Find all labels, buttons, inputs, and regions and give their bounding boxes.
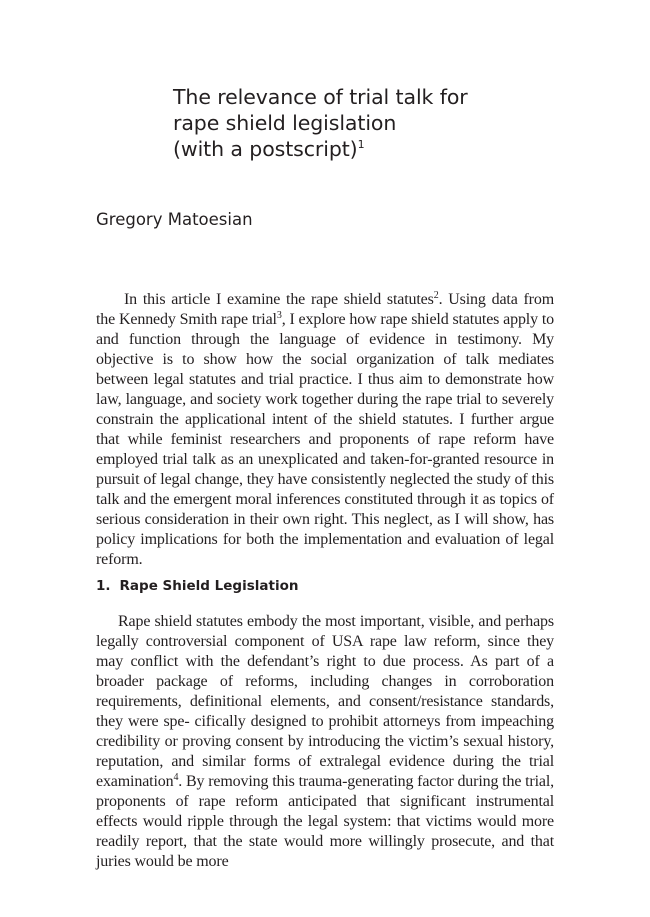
- footnote-marker-3: 3: [276, 310, 282, 321]
- footnote-marker-2: 2: [433, 290, 439, 301]
- abstract-text-2: . Using data from the Kennedy Smith rape trial: [96, 291, 554, 328]
- section-number: 1.: [96, 578, 111, 594]
- section-title: Rape Shield Legislation: [119, 578, 299, 594]
- abstract-text-1: In this article I examine the rape shield statutes: [124, 291, 434, 308]
- abstract-text-3: , I explore how rape shield statutes apply to and function through the language of evidence in testimony. My objective is to show how the social organization of talk mediates between legal statutes and trial practice. I thus aim to demonstrate how law, language, and society work together during the rape trial to severely constrain the applicational intent of the shield statutes. I further argue that while feminist researchers and proponents of rape reform have employed trial talk as an unexplicated and taken-for-granted resource in pursuit of legal change, they have consistently neglected the study of this talk and the emergent moral inferences constituted through it as topics of serious consideration in their own right. This neglect, as I will show, has policy implications for both the implementation and evaluation of legal reform.: [96, 311, 554, 568]
- author-name: Gregory Matoesian: [96, 210, 253, 229]
- article-title: [173, 84, 593, 162]
- body-text-1: Rape shield statutes embody the most important, visible, and perhaps legally controversial component of USA rape law reform, since they may conflict with the defendant’s right to due process. As part of a broader package of reforms, including changes in corroboration requirements, definitional elements, and consent/resistance standards, they were spe- cifically designed to prohibit attorneys from impeaching credibility or proving consent by introducing the victim’s sexual history, reputation, and similar forms of extralegal evidence during the trial examination: [96, 613, 554, 790]
- title-footnote-marker: 1: [357, 138, 365, 151]
- section-heading: [96, 576, 298, 596]
- body-text-2: . By removing this trauma-generating factor during the trial, proponents of rape reform anticipated that significant instrumental effects would ripple through the legal system: that victims would more readily report, that the state would more willingly prosecute, and that juries would be more: [96, 773, 554, 870]
- footnote-marker-4: 4: [173, 772, 179, 783]
- title-line-2: rape shield legislation: [173, 111, 397, 135]
- title-line-3: [173, 136, 593, 162]
- body-paragraph: [96, 612, 554, 872]
- abstract-paragraph: [96, 290, 554, 570]
- title-line-1: The relevance of trial talk for: [173, 85, 468, 109]
- title-line-3-text: (with a postscript): [173, 137, 358, 161]
